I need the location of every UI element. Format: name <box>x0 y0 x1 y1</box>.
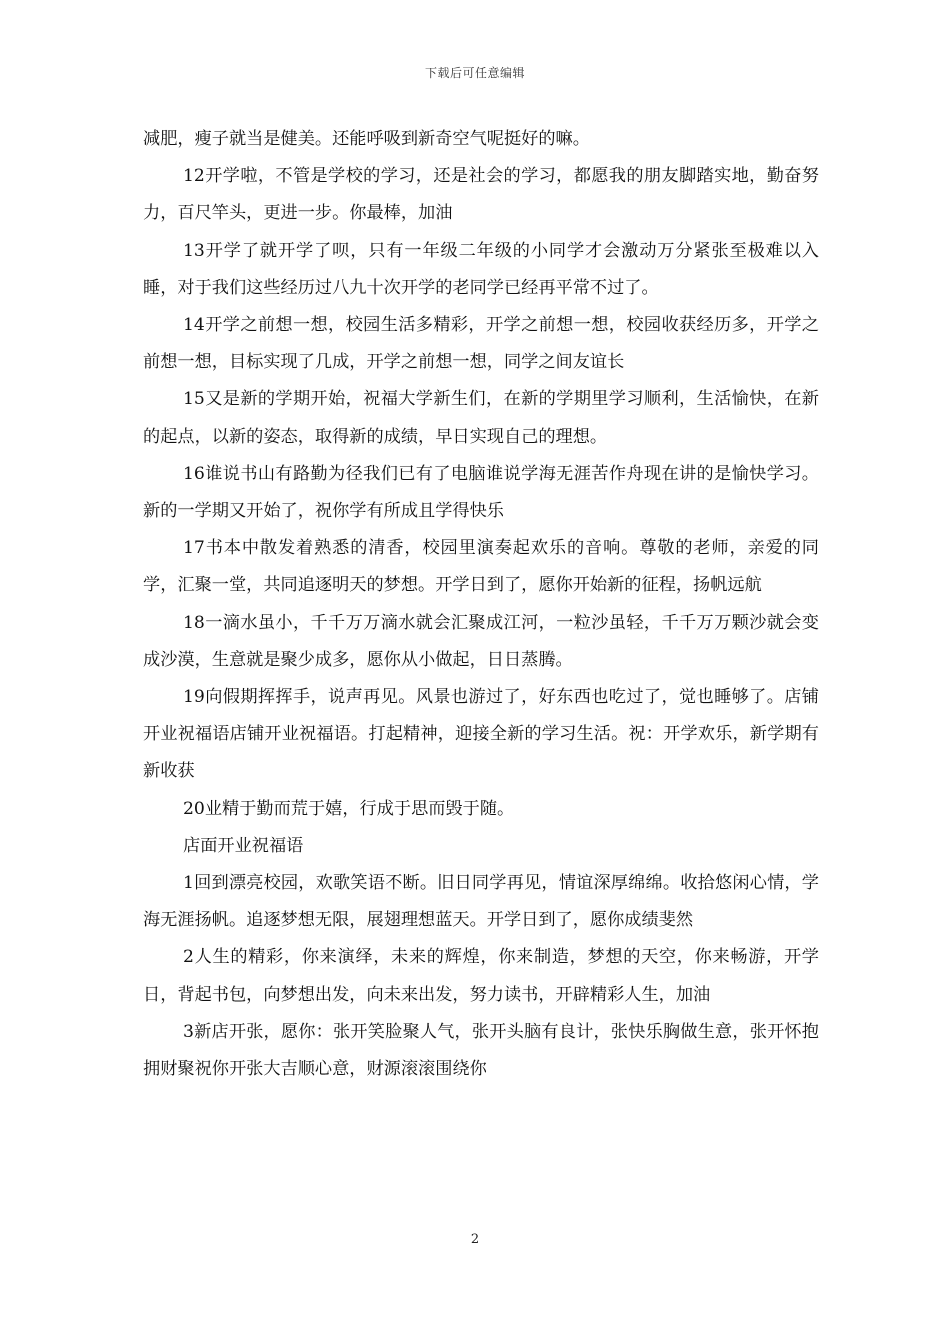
paragraph-1: 1回到漂亮校园，欢歌笑语不断。旧日同学再见，情谊深厚绵绵。收拾悠闲心情，学海无涯扬帆。追逐梦想无限，展翅理想蓝天。开学日到了，愿你成绩斐然 <box>143 873 819 931</box>
paragraph-3: 3新店开张，愿你：张开笑脸聚人气，张开头脑有良计，张快乐胸做生意，张开怀抱拥财聚祝你开张大吉顺心意，财源滚滚围绕你 <box>143 1021 819 1080</box>
paragraph-16: 16谁说书山有路勤为径我们已有了电脑谁说学海无涯苦作舟现在讲的是愉快学习。新的一学期又开始了，祝你学有所成且学得快乐 <box>143 463 819 522</box>
paragraph-continuation: 减肥，瘦子就当是健美。还能呼吸到新奇空气呢挺好的嘛。 <box>143 129 590 149</box>
section-heading: 店面开业祝福语 <box>183 835 304 856</box>
paragraph-14: 14开学之前想一想，校园生活多精彩，开学之前想一想，校园收获经历多，开学之前想一想，目标实现了几成，开学之前想一想，同学之间友谊长 <box>143 315 819 373</box>
paragraph-17: 17书本中散发着熟悉的清香，校园里演奏起欢乐的音响。尊敬的老师，亲爱的同学，汇聚一堂，共同追逐明天的梦想。开学日到了，愿你开始新的征程，扬帆远航 <box>143 538 819 596</box>
paragraph-19: 19向假期挥挥手，说声再见。风景也游过了，好东西也吃过了，觉也睡够了。店铺开业祝福语店铺开业祝福语。打起精神，迎接全新的学习生活。祝：开学欢乐，新学期有新收获 <box>143 687 819 782</box>
paragraph-20: 20业精于勤而荒于嬉，行成于思而毁于随。 <box>183 798 515 819</box>
document-body <box>143 121 819 1088</box>
paragraph-18: 18一滴水虽小，千千万万滴水就会汇聚成江河，一粒沙虽轻，千千万万颗沙就会变成沙漠，生意就是聚少成多，愿你从小做起，日日蒸腾。 <box>143 612 819 670</box>
page-header: 下载后可任意编辑 <box>424 66 525 80</box>
page-number: 2 <box>470 1232 480 1247</box>
paragraph-12: 12开学啦，不管是学校的学习，还是社会的学习，都愿我的朋友脚踏实地，勤奋努力，百尺竿头，更进一步。你最棒，加油 <box>143 166 819 224</box>
paragraph-15: 15又是新的学期开始，祝福大学新生们，在新的学期里学习顺利，生活愉快，在新的起点，以新的姿态，取得新的成绩，早日实现自己的理想。 <box>143 389 819 447</box>
paragraph-2: 2人生的精彩，你来演绎，未来的辉煌，你来制造，梦想的天空，你来畅游，开学日，背起书包，向梦想出发，向未来出发，努力读书，开辟精彩人生，加油 <box>143 947 819 1005</box>
paragraph-13: 13开学了就开学了呗，只有一年级二年级的小同学才会激动万分紧张至极难以入睡，对于我们这些经历过八九十次开学的老同学已经再平常不过了。 <box>143 240 819 298</box>
